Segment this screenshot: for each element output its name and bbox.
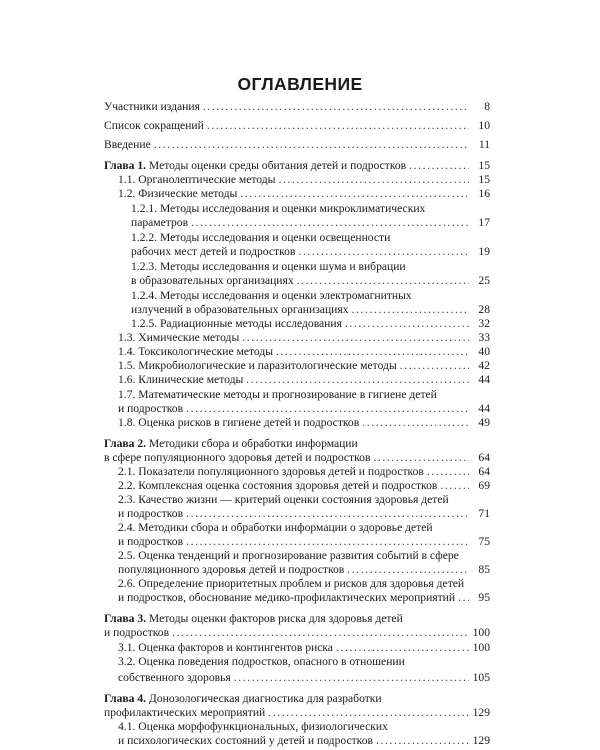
toc-entry-text: и подростков (118, 402, 184, 415)
leader-dots (246, 373, 469, 387)
toc-entry[interactable] (118, 655, 490, 669)
toc-page-number: 100 (472, 626, 490, 639)
toc-page-number: 64 (478, 465, 490, 478)
toc-entry-text: и подростков (104, 626, 170, 639)
leader-dots (440, 479, 469, 493)
leader-dots (186, 535, 469, 549)
leader-dots (376, 734, 469, 748)
toc-entry-text: Участники издания (104, 100, 200, 113)
toc-entry[interactable] (118, 549, 490, 563)
leader-dots (458, 591, 469, 605)
chapter-title: Методы оценки среды обитания детей и подростков (146, 159, 407, 172)
toc-entry[interactable] (118, 359, 490, 373)
chapter-label: Глава 1. (104, 159, 147, 172)
leader-dots (191, 216, 469, 230)
toc-chapter-entry[interactable] (104, 612, 490, 626)
toc-entry-text: Список сокращений (104, 119, 204, 132)
toc-entry[interactable] (118, 345, 490, 359)
toc-entry[interactable] (118, 720, 490, 734)
toc-entry-text: 2.2. Комплексная оценка состояния здоровья детей и подростков (118, 479, 438, 492)
chapter-label: Глава 2. (104, 437, 147, 450)
toc-entry-text: 1.2. Физические методы (118, 187, 238, 200)
toc-entry[interactable] (131, 202, 490, 216)
toc-page-number: 42 (478, 359, 490, 372)
toc-entry-text (104, 692, 382, 706)
page-title: ОГЛАВЛЕНИЕ (237, 74, 363, 94)
toc-entry[interactable] (118, 577, 490, 591)
toc-entry-text: 4.1. Оценка морфофункциональных, физиологических (118, 720, 388, 733)
chapter-label: Глава 3. (104, 612, 147, 625)
toc-entry[interactable] (118, 479, 490, 493)
toc-page-number: 17 (478, 216, 490, 229)
toc-entry[interactable] (104, 138, 490, 152)
toc-entry[interactable] (118, 591, 490, 605)
toc-entry-text: рабочих мест детей и подростков (131, 245, 296, 258)
leader-dots (240, 187, 469, 201)
toc-page-number: 10 (478, 119, 490, 132)
toc-entry[interactable] (118, 187, 490, 201)
toc-entry-text: 3.2. Оценка поведения подростков, опасного в отношении (118, 655, 405, 668)
toc-page-number: 75 (478, 535, 490, 548)
toc-page-number: 85 (478, 563, 490, 576)
leader-dots (400, 359, 469, 373)
toc-page-number: 95 (478, 591, 490, 604)
toc-entry[interactable] (118, 373, 490, 387)
toc-entry-text: 1.3. Химические методы (118, 331, 240, 344)
toc-entry-text (104, 612, 403, 626)
leader-dots (409, 159, 469, 173)
toc-entry-text: в образовательных организациях (131, 274, 294, 287)
toc-entry[interactable] (118, 507, 490, 521)
toc-entry-text: популяционного здоровья детей и подростков (118, 563, 345, 576)
toc-page-number: 44 (478, 373, 490, 386)
toc-entry[interactable] (104, 626, 490, 640)
toc-page-number: 28 (478, 303, 490, 316)
leader-dots (362, 416, 469, 430)
toc-page-number: 32 (478, 317, 490, 330)
toc-page-number: 19 (478, 245, 490, 258)
toc-entry[interactable] (131, 274, 490, 288)
toc-entry-text: 3.1. Оценка факторов и контингентов риска (118, 641, 333, 654)
toc-entry-text: 1.2.5. Радиационные методы исследования (131, 317, 342, 330)
toc-page-number: 69 (478, 479, 490, 492)
toc-entry-text: 1.6. Клинические методы (118, 373, 244, 386)
toc-chapter-entry[interactable] (104, 437, 490, 451)
toc-entry[interactable] (104, 451, 490, 465)
toc-page-number: 11 (478, 138, 490, 151)
toc-entry-text: и психологических состояний у детей и подростков (118, 734, 373, 747)
leader-dots (298, 245, 469, 259)
toc-page-number: 129 (472, 734, 490, 747)
toc-page-number: 105 (472, 671, 490, 684)
leader-dots (172, 626, 469, 640)
leader-dots (427, 465, 469, 479)
toc-entry-text: 1.1. Органолептические методы (118, 173, 276, 186)
toc-entry[interactable] (131, 231, 490, 245)
toc-entry[interactable] (118, 331, 490, 345)
toc-entry[interactable] (118, 465, 490, 479)
toc-entry-text: в сфере популяционного здоровья детей и подростков (104, 451, 371, 464)
toc-page-number: 44 (478, 402, 490, 415)
toc-page-number: 8 (484, 100, 490, 113)
toc-page-number: 71 (478, 507, 490, 520)
toc-entry[interactable] (118, 521, 490, 535)
leader-dots (268, 706, 469, 720)
leader-dots (207, 119, 469, 133)
toc-entry[interactable] (118, 402, 490, 416)
chapter-label: Глава 4. (104, 692, 147, 705)
toc-entry[interactable] (118, 535, 490, 549)
leader-dots (242, 331, 469, 345)
leader-dots (297, 274, 469, 288)
toc-entry[interactable] (131, 289, 490, 303)
toc-entry[interactable] (118, 641, 490, 655)
toc-entry[interactable] (131, 303, 490, 317)
toc-entry-text: и подростков, обоснование медико-профилактических мероприятий (118, 591, 456, 604)
toc-entry[interactable] (104, 100, 490, 114)
toc-entry-text: и подростков (118, 535, 184, 548)
toc-entry-text: и подростков (118, 507, 184, 520)
toc-page-number: 15 (478, 173, 490, 186)
toc-entry-text: 1.2.2. Методы исследования и оценки освещенности (131, 231, 391, 244)
toc-entry[interactable] (131, 317, 490, 331)
toc-page-number: 49 (478, 416, 490, 429)
toc-entry-text: 2.4. Методики сбора и обработки информации о здоровье детей (118, 521, 433, 534)
leader-dots (336, 641, 469, 655)
leader-dots (345, 317, 469, 331)
toc-page-number: 33 (478, 331, 490, 344)
toc-page-number: 40 (478, 345, 490, 358)
toc-entry[interactable] (104, 119, 490, 133)
toc-page-number: 15 (478, 159, 490, 172)
toc-chapter-entry[interactable] (104, 692, 490, 706)
chapter-title: Методики сбора и обработки информации (146, 437, 358, 450)
toc-entry-text: 1.2.4. Методы исследования и оценки электромагнитных (131, 289, 412, 302)
toc-entry[interactable] (131, 260, 490, 274)
toc-page-number: 129 (472, 706, 490, 719)
toc-entry-text: 2.6. Определение приоритетных проблем и рисков для здоровья детей (118, 577, 465, 590)
leader-dots (347, 563, 469, 577)
toc-entry-text: параметров (131, 216, 189, 229)
toc-entry-text: собственного здоровья (118, 671, 231, 684)
leader-dots (186, 507, 469, 521)
toc-entry-text: излучений в образовательных организациях (131, 303, 349, 316)
toc-page-number: 16 (478, 187, 490, 200)
toc-entry-text: Введение (104, 138, 151, 151)
leader-dots (234, 671, 469, 685)
leader-dots (278, 173, 469, 187)
toc-entry[interactable] (104, 706, 490, 720)
toc-entry-text (104, 437, 358, 451)
toc-entry-text: 1.8. Оценка рисков в гигиене детей и подростков (118, 416, 360, 429)
toc-page-number: 100 (472, 641, 490, 654)
toc-entry-text: профилактических мероприятий (104, 706, 266, 719)
leader-dots (186, 402, 469, 416)
toc-entry-text (104, 159, 406, 173)
toc-entry-text: 1.2.1. Методы исследования и оценки микроклиматических (131, 202, 426, 215)
toc-entry[interactable] (118, 416, 490, 430)
leader-dots (276, 345, 469, 359)
leader-dots (352, 303, 470, 317)
toc-entry[interactable] (118, 671, 490, 685)
toc-page-number: 64 (478, 451, 490, 464)
chapter-title: Донозологическая диагностика для разработки (146, 692, 382, 705)
toc-entry[interactable] (118, 563, 490, 577)
toc-entry[interactable] (118, 173, 490, 187)
chapter-title: Методы оценки факторов риска для здоровья детей (146, 612, 403, 625)
toc-entry[interactable] (118, 388, 490, 402)
toc-entry-text: 2.1. Показатели популяционного здоровья детей и подростков (118, 465, 424, 478)
toc-entry-text: 1.5. Микробиологические и паразитологические методы (118, 359, 397, 372)
leader-dots (203, 100, 469, 114)
toc-entry-text: 2.5. Оценка тенденций и прогнозирование развития событий в сфере (118, 549, 459, 562)
toc-entry[interactable] (131, 216, 490, 230)
toc-page-number: 25 (478, 274, 490, 287)
toc-entry-text: 2.3. Качество жизни — критерий оценки состояния здоровья детей (118, 493, 449, 506)
toc-entry-text: 1.2.3. Методы исследования и оценки шума и вибрации (131, 260, 406, 273)
toc-entry[interactable] (118, 734, 490, 748)
toc-entry-text: 1.7. Математические методы и прогнозирование в гигиене детей (118, 388, 437, 401)
leader-dots (373, 451, 469, 465)
leader-dots (154, 138, 469, 152)
toc-entry-text: 1.4. Токсикологические методы (118, 345, 274, 358)
toc-entry[interactable] (131, 245, 490, 259)
toc-entry[interactable] (118, 493, 490, 507)
toc-chapter-entry[interactable] (104, 159, 490, 173)
